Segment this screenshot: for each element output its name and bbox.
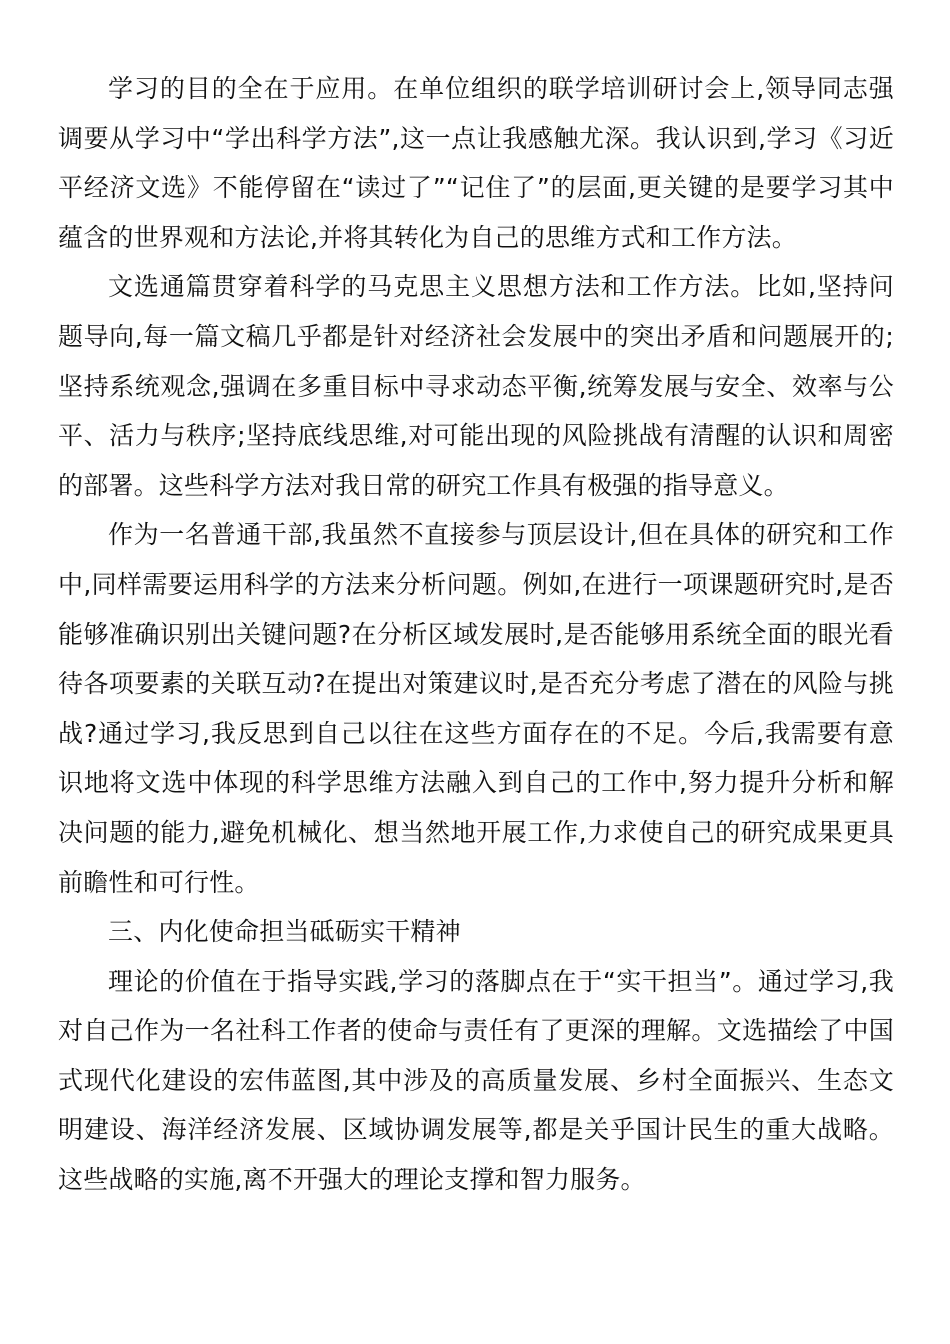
- document-body: [58, 64, 894, 1205]
- paragraph-scientific-methods: 文选通篇贯穿着科学的马克思主义思想方法和工作方法。比如,坚持问题导向,每一篇文稿几乎都是针对经济社会发展中的突出矛盾和问题展开的;坚持系统观念,强调在多重目标中寻求动态平衡,统筹发展与安全、效率与公平、活力与秩序;坚持底线思维,对可能出现的风险挑战有清醒的认识和周密的部署。这些科学方法对我日常的研究工作具有极强的指导意义。: [58, 272, 894, 500]
- paragraph-apply-learning: 学习的目的全在于应用。在单位组织的联学培训研讨会上,领导同志强调要从学习中“学出科学方法”,这一点让我感触尤深。我认识到,学习《习近平经济文选》不能停留在“读过了”“记住了”的层面,更关键的是要学习其中蕴含的世界观和方法论,并将其转化为自己的思维方式和工作方法。: [58, 74, 894, 252]
- section-heading: 三、内化使命担当砥砺实干精神: [108, 917, 461, 947]
- paragraph-personal-reflection: 作为一名普通干部,我虽然不直接参与顶层设计,但在具体的研究和工作中,同样需要运用科学的方法来分析问题。例如,在进行一项课题研究时,是否能够准确识别出关键问题?在分析区域发展时,是否能够用系统全面的眼光看待各项要素的关联互动?在提出对策建议时,是否充分考虑了潜在的风险与挑战?通过学习,我反思到自己以往在这些方面存在的不足。今后,我需要有意识地将文选中体现的科学思维方法融入到自己的工作中,努力提升分析和解决问题的能力,避免机械化、想当然地开展工作,力求使自己的研究成果更具前瞻性和可行性。: [58, 520, 894, 897]
- paragraph-mission-responsibility: 理论的价值在于指导实践,学习的落脚点在于“实干担当”。通过学习,我对自己作为一名社科工作者的使命与责任有了更深的理解。文选描绘了中国式现代化建设的宏伟蓝图,其中涉及的高质量发展、乡村全面振兴、生态文明建设、海洋经济发展、区域协调发展等,都是关乎国计民生的重大战略。这些战略的实施,离不开强大的理论支撑和智力服务。: [58, 966, 894, 1195]
